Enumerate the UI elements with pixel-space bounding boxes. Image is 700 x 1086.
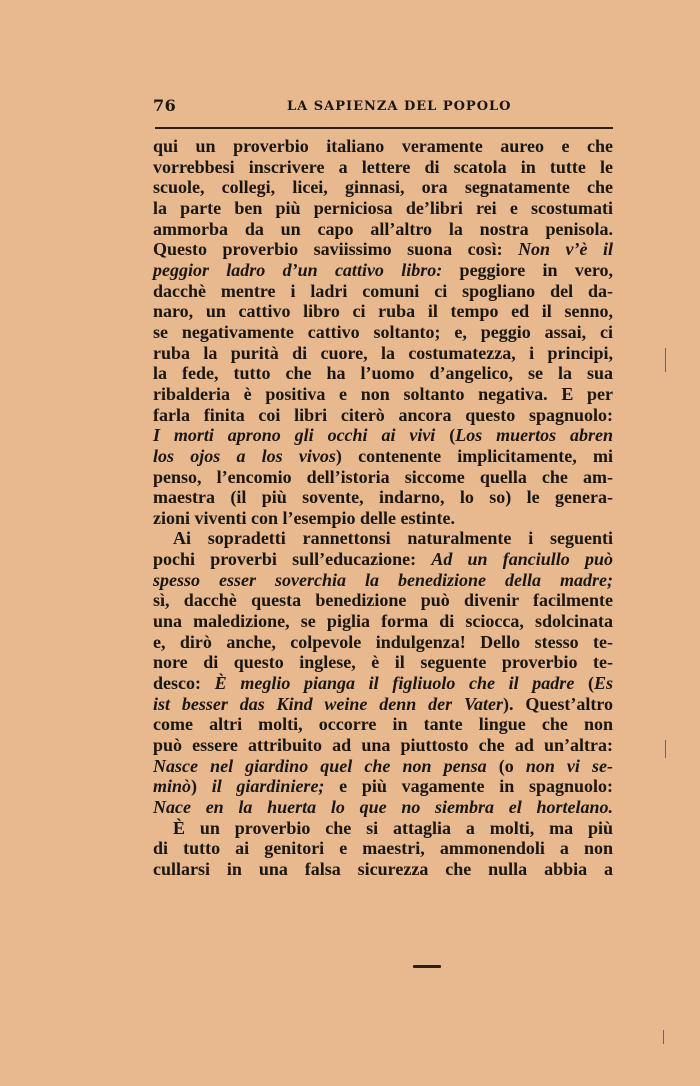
text-run: Ai sopradetti rannettonsi naturalmente i seguenti — [173, 528, 613, 549]
text-line — [153, 322, 613, 343]
text-run: di tutto ai genitori e maestri, ammonendoli a non — [153, 838, 613, 859]
text-run: può essere attribuito ad una piuttosto che ad un’altra: — [153, 735, 613, 756]
italic-quote: Ad un fanciullo può — [431, 549, 613, 570]
margin-speck — [665, 740, 666, 758]
text-line — [153, 136, 613, 157]
text-line — [153, 177, 613, 198]
text-run: vorrebbesi inscrivere a lettere di scatola in tutte le — [153, 156, 613, 177]
text-run: desco: — [153, 673, 215, 694]
italic-quote: I morti aprono gli occhi ai vivi — [153, 425, 436, 446]
text-run: una maledizione, se piglia forma di sciocca, sdolcinata — [153, 611, 613, 632]
text-line — [153, 818, 613, 839]
italic-quote: Nace en la huerta lo que no siembra el hortelano. — [153, 797, 613, 817]
text-line — [153, 652, 613, 673]
text-line — [153, 570, 613, 591]
text-line — [153, 838, 613, 859]
page-header — [153, 96, 613, 118]
text-run: zioni viventi con l’esempio delle estinte. — [153, 507, 455, 528]
text-line — [153, 425, 613, 446]
italic-quote: minò — [153, 776, 192, 797]
margin-speck — [663, 1030, 664, 1044]
text-line — [153, 343, 613, 364]
text-line — [153, 673, 613, 694]
italic-quote: Nasce nel giardino quel che non pensa — [153, 755, 487, 776]
text-line — [153, 219, 613, 240]
text-run: la fede, tutto che ha l’uomo d’angelico, se la sua — [153, 363, 613, 384]
margin-speck — [665, 348, 666, 372]
text-run: farla finita coi libri citerò ancora questo spagnuolo: — [153, 404, 613, 425]
page-end-dash — [413, 965, 441, 968]
italic-quote: ist besser das Kind weine denn der Vater — [153, 693, 503, 714]
text-line — [153, 467, 613, 488]
italic-quote: È meglio pianga il figliuolo che il padre — [214, 673, 575, 694]
italic-quote: los ojos a los vivos — [153, 445, 336, 466]
text-line — [153, 714, 613, 735]
text-run: ). Quest’altro — [503, 693, 613, 714]
text-run: ) — [191, 776, 212, 797]
text-run: ( — [435, 425, 456, 446]
text-line — [153, 549, 613, 570]
text-line — [153, 301, 613, 322]
text-line — [153, 694, 613, 715]
text-run: come altri molti, occorre in tante lingue che non — [153, 714, 613, 735]
text-line — [153, 508, 613, 529]
text-line — [153, 756, 613, 777]
text-run: Questo proverbio saviissimo suona così: — [153, 239, 519, 260]
text-run: sì, dacchè questa benedizione può divenir facilmente — [153, 590, 613, 611]
text-line — [153, 260, 613, 281]
italic-quote: spesso esser soverchia la benedizione della madre; — [153, 569, 613, 590]
text-run: ammorba da un capo all’altro la nostra penisola. — [153, 218, 613, 239]
text-line — [153, 776, 613, 797]
text-line — [153, 446, 613, 467]
text-line — [153, 590, 613, 611]
text-run: naro, un cattivo libro ci ruba il tempo ed il senno, — [153, 301, 613, 322]
italic-quote: Es — [593, 673, 613, 694]
text-run: e, dirò anche, colpevole indulgenza! Dello stesso te- — [153, 631, 613, 652]
text-run: se negativamente cattivo soltanto; e, peggio assai, ci — [153, 321, 613, 342]
text-line — [153, 632, 613, 653]
text-run: cullarsi in una falsa sicurezza che nulla abbia a — [153, 858, 613, 879]
italic-quote: Non v’è il — [518, 239, 613, 260]
text-run: (o — [486, 755, 526, 776]
text-line — [153, 487, 613, 508]
text-line — [153, 735, 613, 756]
italic-quote: non vi se- — [525, 755, 614, 776]
text-run: ruba la purità di cuore, la costumatezza, i principi, — [153, 342, 613, 363]
text-run: dacchè mentre i ladri comuni ci spogliano del da- — [153, 280, 613, 301]
text-line — [153, 281, 613, 302]
body-text — [153, 136, 613, 880]
page-number: 76 — [153, 96, 177, 115]
text-run: pochi proverbi sull’educazione: — [153, 549, 432, 570]
text-run: È un proverbio che si attaglia a molti, ma più — [173, 817, 613, 838]
header-rule — [155, 127, 613, 129]
text-line — [153, 363, 613, 384]
italic-quote: peggior ladro d’un cattivo libro: — [153, 259, 443, 280]
text-line — [153, 405, 613, 426]
text-run: la parte ben più perniciosa de’libri rei e scostumati — [153, 197, 613, 218]
italic-quote: Los muertos abren — [455, 425, 613, 446]
italic-quote: il giardiniere; — [211, 776, 325, 797]
text-line — [153, 198, 613, 219]
text-line — [153, 611, 613, 632]
text-run: nore di questo inglese, è il seguente proverbio te- — [153, 652, 613, 673]
text-run: qui un proverbio italiano veramente aureo e che — [153, 136, 613, 156]
text-run: ( — [574, 673, 594, 694]
text-run: maestra (il più sovente, indarno, lo so) le genera- — [153, 487, 613, 508]
text-line — [153, 239, 613, 260]
text-line — [153, 157, 613, 178]
text-line — [153, 384, 613, 405]
text-run: ) contenente implicitamente, mi — [335, 445, 613, 466]
text-run: penso, l’encomio dell’istoria siccome quella che am- — [153, 466, 613, 487]
text-run: peggiore in vero, — [442, 259, 614, 280]
text-run: scuole, collegi, licei, ginnasi, ora segnatamente che — [153, 177, 613, 198]
running-head: LA SAPIENZA DEL POPOLO — [287, 99, 512, 114]
text-run: ribalderia è positiva e non soltanto negativa. E per — [153, 383, 613, 404]
text-line — [153, 859, 613, 880]
text-line — [153, 528, 613, 549]
text-run: e più vagamente in spagnuolo: — [324, 776, 613, 797]
text-line — [153, 797, 613, 818]
